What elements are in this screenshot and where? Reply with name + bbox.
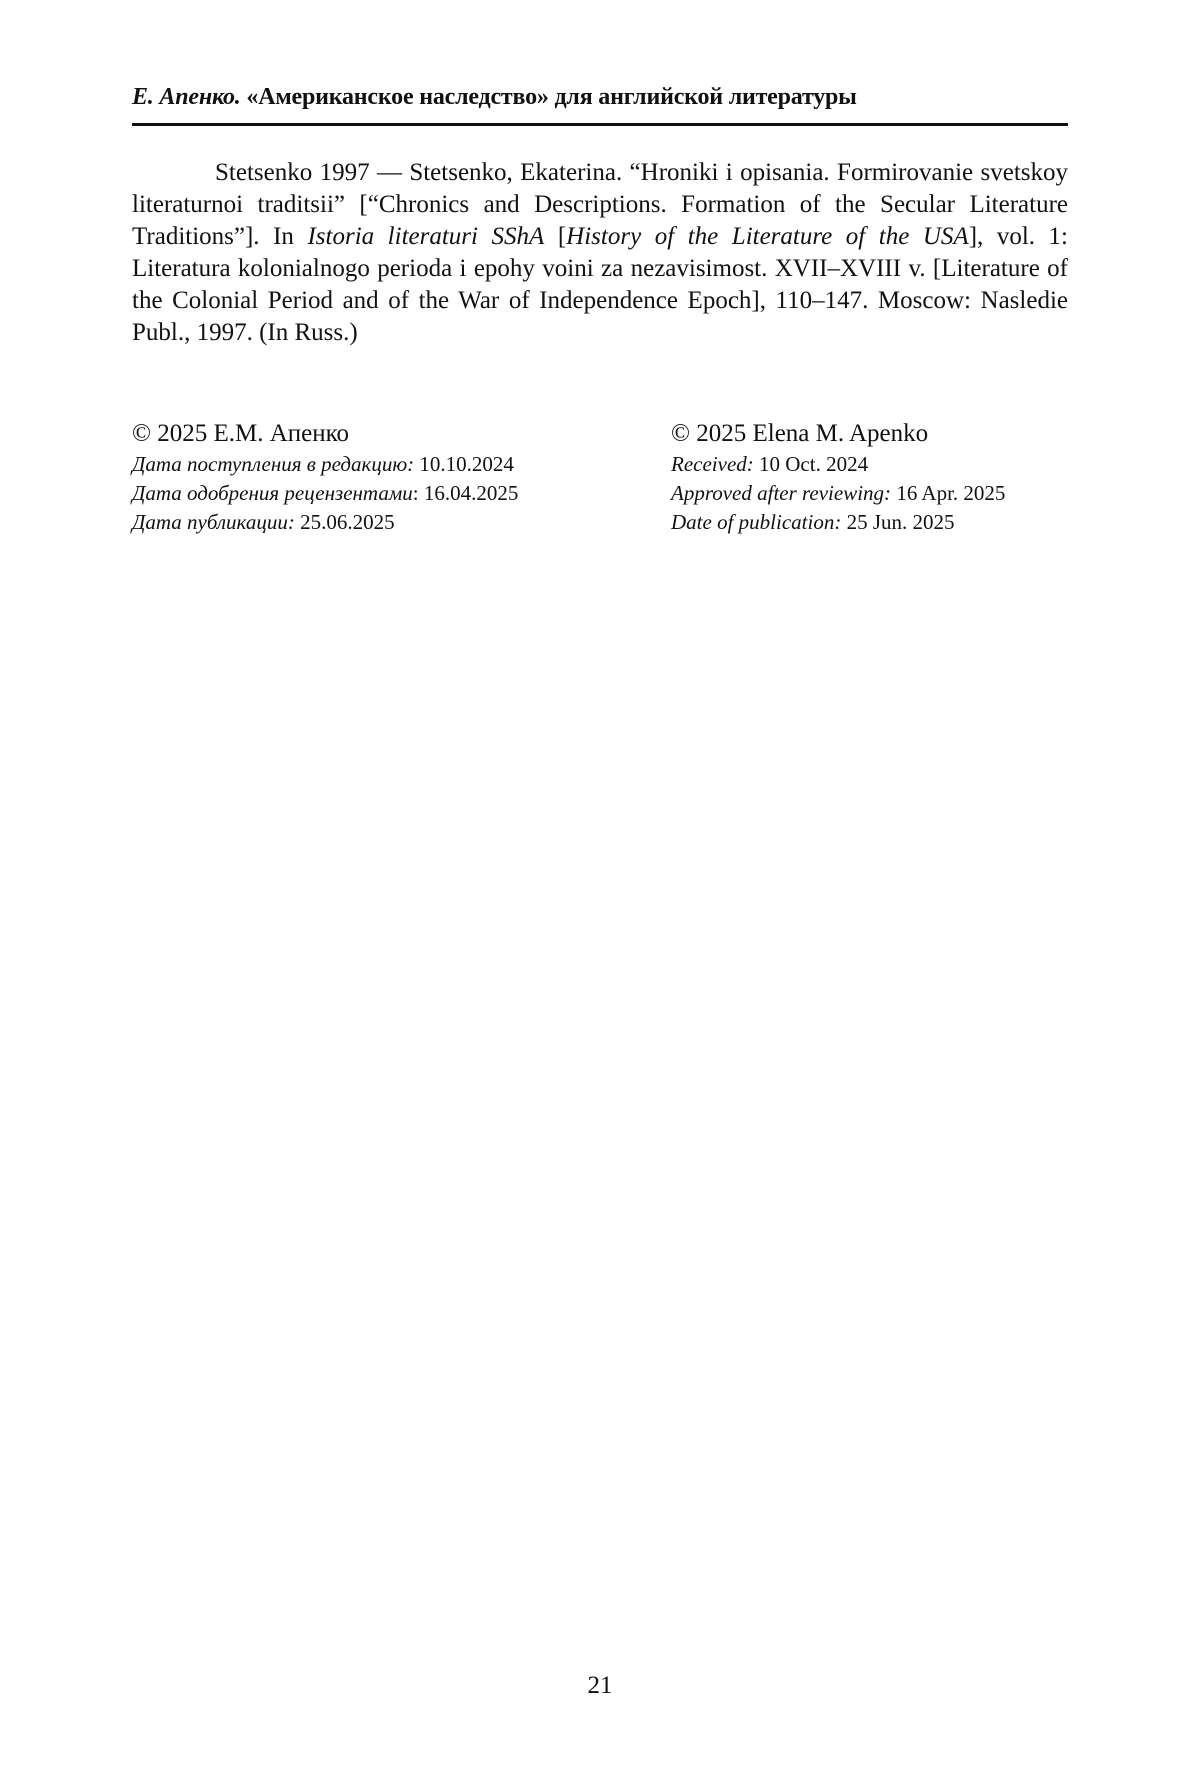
header-title: «Американское наследство» для английской литературы [246, 84, 857, 110]
reference-text-3: ], vol. 1: Literatura kolonialnogo perioda i epohy voini za nezavisimost. XVII–XVIII v. [Literature of the Colonial Period and of the War of Independence Epoch], 110–147. Moscow: Nasledie Publ., 1997. (In Russ.) [132, 223, 1069, 346]
header-rule [132, 123, 1068, 126]
english-dates-block [671, 418, 1005, 537]
russian-published-value: 25.06.2025 [294, 510, 395, 534]
russian-received-value: 10.10.2024 [414, 452, 514, 476]
russian-published-label: Дата публикации: [132, 510, 295, 534]
page-number: 21 [587, 1672, 613, 1699]
russian-approved-label: Дата одобрения рецензентами [132, 481, 413, 505]
english-approved-line [671, 479, 1005, 508]
english-approved-value: 16 Apr. 2025 [891, 481, 1006, 505]
russian-received-label: Дата поступления в редакцию: [132, 452, 415, 476]
russian-copyright: © 2025 Е.М. Апенко [132, 420, 350, 447]
english-received-label: Received: [671, 452, 754, 476]
russian-published-line [132, 508, 518, 537]
reference-entry [132, 157, 1068, 349]
english-copyright: © 2025 Elena M. Apenko [671, 420, 929, 447]
russian-approved-value: : 16.04.2025 [412, 481, 519, 505]
header-author: Е. Апенко. [132, 84, 241, 110]
reference-italic-title: Istoria literaturi SShA [307, 223, 545, 250]
english-published-line [671, 508, 1005, 537]
english-received-line [671, 450, 1005, 479]
running-header [132, 84, 1066, 111]
russian-approved-line [132, 479, 518, 508]
russian-received-line [132, 450, 518, 479]
reference-text-2: [ [544, 223, 567, 250]
reference-text-1: Stetsenko 1997 — Stetsenko, Ekaterina. “Hroniki i opisania. Formirovanie svetskoy literaturnoi traditsii” [“Chronics and Descriptions. Formation of the Secular Literature Traditions”]. In [132, 159, 1068, 250]
english-published-label: Date of publication: [671, 510, 842, 534]
russian-dates-block [132, 418, 518, 537]
reference-italic-translation: History of the Literature of the USA [566, 223, 969, 250]
english-received-value: 10 Oct. 2024 [753, 452, 869, 476]
english-approved-label: Approved after reviewing: [671, 481, 892, 505]
english-published-value: 25 Jun. 2025 [841, 510, 955, 534]
